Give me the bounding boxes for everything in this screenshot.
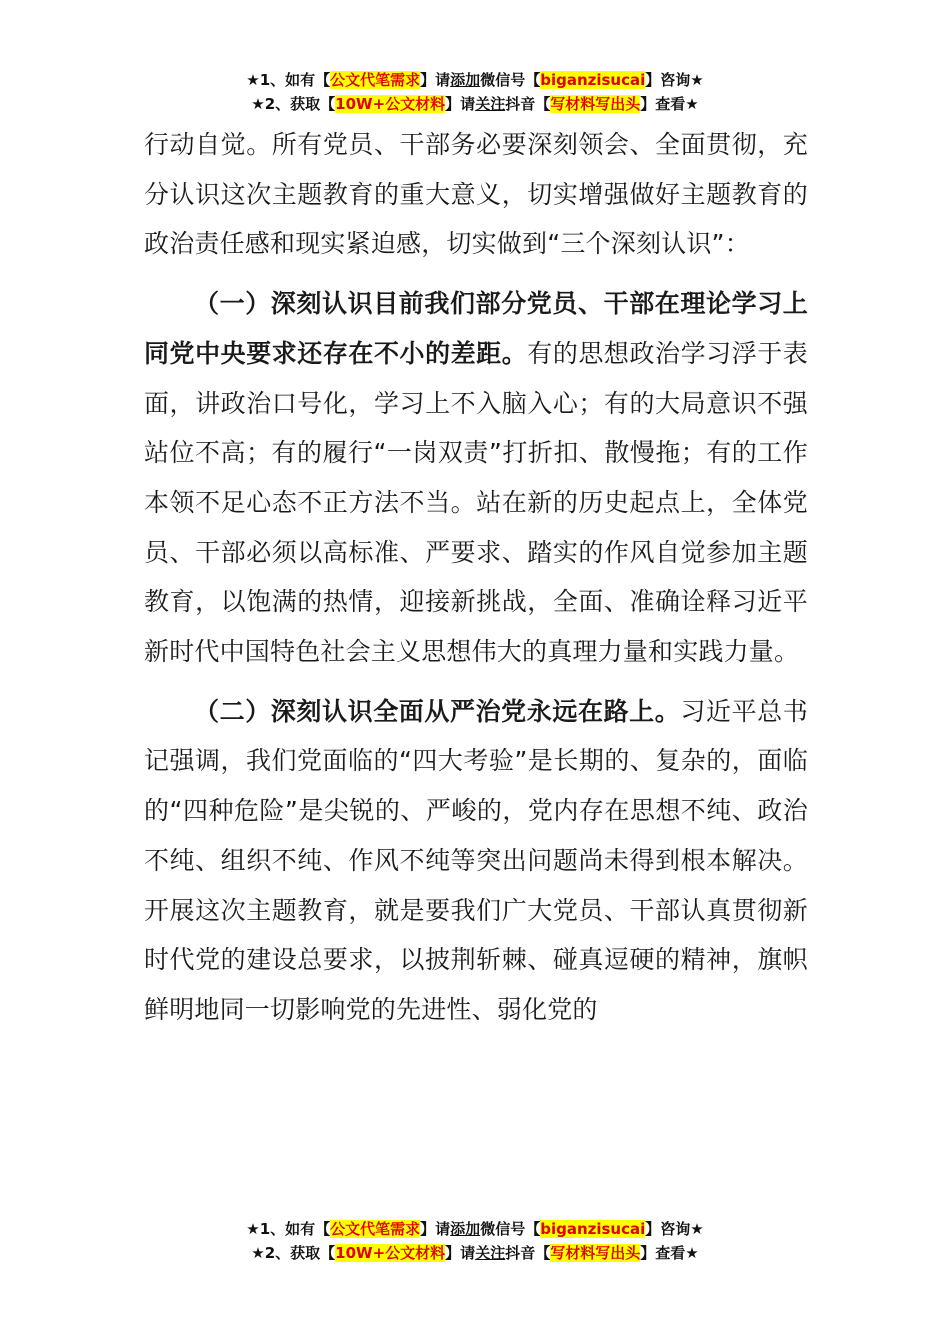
- highlight-wechat-id: biganzisucai: [540, 1220, 646, 1238]
- highlight-douyin-account: 写材料写出头: [550, 95, 641, 113]
- star-icon: ★: [690, 1220, 704, 1238]
- highlight-materials: 10W+公文材料: [335, 1244, 446, 1262]
- paragraph-2: [144, 687, 808, 1035]
- highlight-douyin-account: 写材料写出头: [550, 1244, 641, 1262]
- intro-paragraph: 行动自觉。所有党员、干部务必要深刻领会、全面贯彻，充分认识这次主题教育的重大意义，切实增强做好主题教育的政治责任感和现实紧迫感，切实做到“三个深刻认识”：: [144, 130, 808, 259]
- highlight-wechat-id: biganzisucai: [540, 71, 646, 89]
- paragraph-2-heading: （二）深刻认识全面从严治党永远在路上。: [194, 696, 681, 726]
- star-icon: ★: [690, 71, 704, 89]
- star-icon: ★: [246, 1220, 260, 1238]
- paragraph-1-body: 有的思想政治学习浮于表面，讲政治口号化，学习上不入脑入心；有的大局意识不强站位不高；有的履行“一岗双责”打折扣、散慢拖；有的工作本领不足心态不正方法不当。站在新的历史起点上，全体党员、干部必须以高标准、严要求、踏实的作风自觉参加主题教育，以饱满的热情，迎接新挑战，全面、准确诠释习近平新时代中国特色社会主义思想伟大的真理力量和实践力量。: [144, 338, 808, 667]
- banner-line-1: ★1、如有【公文代笔需求】请添加微信号【biganzisucai】咨询★: [246, 71, 704, 89]
- banner-line-2: ★2、获取【10W+公文材料】请关注抖音【写材料写出头】查看★: [251, 1244, 699, 1262]
- paragraph-2-body: 习近平总书记强调，我们党面临的“四大考验”是长期的、复杂的，面临的“四种危险”是尖锐的、严峻的，党内存在思想不纯、政治不纯、组织不纯、作风不纯等突出问题尚未得到根本解决。开展这次主题教育，就是要我们广大党员、干部认真贯彻新时代党的建设总要求，以披荆斩棘、碰真逗硬的精神，旗帜鲜明地同一切影响党的先进性、弱化党的: [144, 696, 808, 1024]
- paragraph-1-heading: （一）深刻认识目前我们部分党员、干部在理论学习上同党中央要求还存在不小的差距。: [144, 289, 808, 368]
- header-banner: [0, 68, 950, 116]
- star-icon: ★: [246, 71, 260, 89]
- banner-line-2: ★2、获取【10W+公文材料】请关注抖音【写材料写出头】查看★: [251, 95, 699, 113]
- star-icon: ★: [251, 1244, 265, 1262]
- star-icon: ★: [251, 95, 265, 113]
- star-icon: ★: [685, 1244, 699, 1262]
- footer-banner: [0, 1217, 950, 1265]
- highlight-writing-service: 公文代笔需求: [330, 71, 421, 89]
- banner-line-1: ★1、如有【公文代笔需求】请添加微信号【biganzisucai】咨询★: [246, 1220, 704, 1238]
- highlight-materials: 10W+公文材料: [335, 95, 446, 113]
- star-icon: ★: [685, 95, 699, 113]
- paragraph-1: [144, 279, 808, 677]
- highlight-writing-service: 公文代笔需求: [330, 1220, 421, 1238]
- document-body: [144, 120, 808, 1035]
